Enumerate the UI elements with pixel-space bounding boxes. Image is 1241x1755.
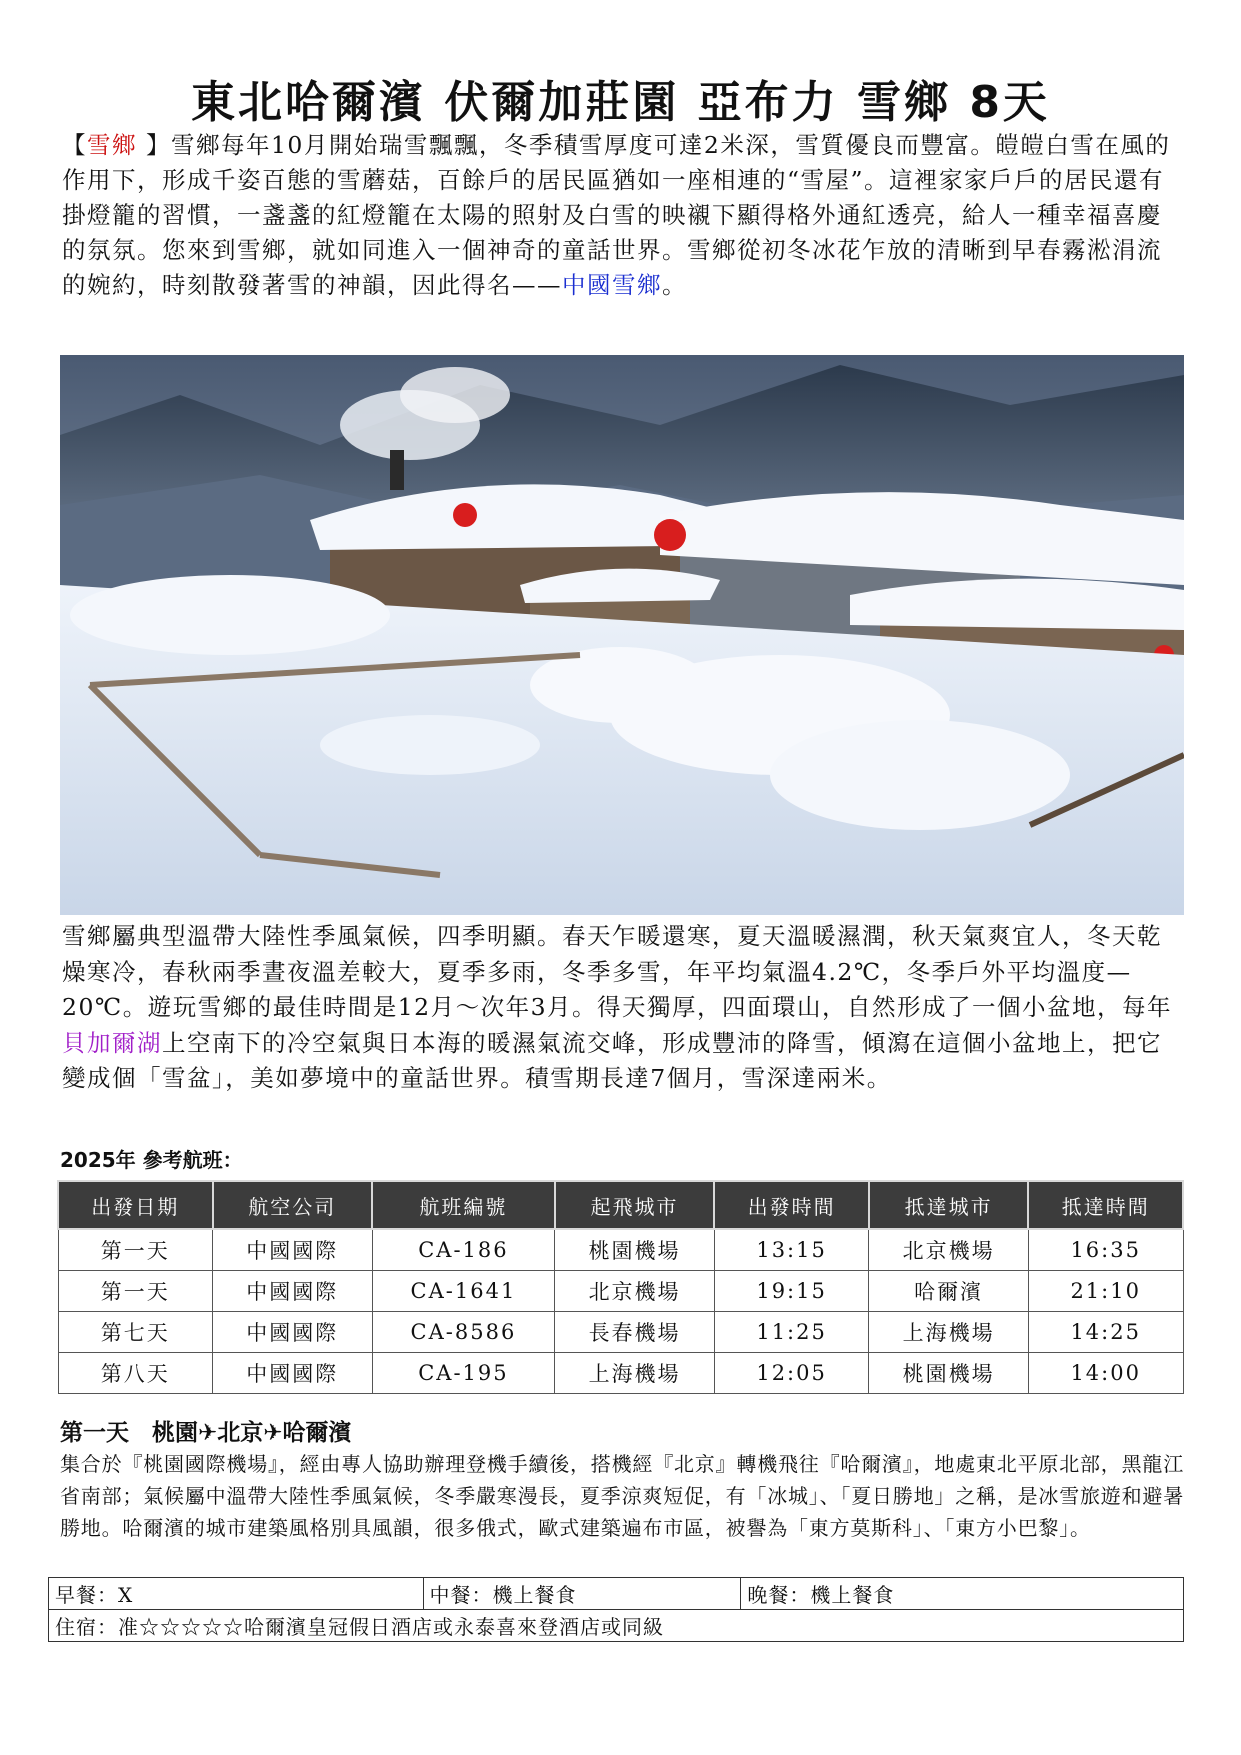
flights-table	[57, 1180, 1184, 1394]
table-cell: CA-195	[372, 1353, 555, 1394]
day1-title: 第一天 桃園✈北京✈哈爾濱	[60, 1420, 352, 1446]
intro-end: 。	[662, 271, 687, 299]
col-header: 抵達時間	[1028, 1181, 1183, 1229]
table-cell: 19:15	[714, 1271, 869, 1312]
col-header: 出發時間	[714, 1181, 869, 1229]
table-cell: 中國國際	[213, 1353, 373, 1394]
col-header: 航班編號	[372, 1181, 555, 1229]
table-cell: 21:10	[1028, 1271, 1183, 1312]
table-cell: 16:35	[1028, 1229, 1183, 1271]
day1-description: 集合於『桃園國際機場』，經由專人協助辦理登機手續後，搭機經『北京』轉機飛往『哈爾濱』，地處東北平原北部，黑龍江省南部；氣候屬中溫帶大陸性季風氣候，冬季嚴寒漫長，夏季涼爽短促，有「冰城」、「夏日勝地」之稱，是冰雪旅遊和避暑勝地。哈爾濱的城市建築風格別具風韻，很多俄式，歐式建築遍布市區，被譽為「東方莫斯科」、「東方小巴黎」。	[60, 1452, 1184, 1540]
meals-table	[48, 1577, 1184, 1642]
intro-bracket-close: 】	[137, 131, 171, 159]
table-cell: 第八天	[58, 1353, 213, 1394]
table-cell: 中國國際	[213, 1229, 373, 1271]
col-header: 出發日期	[58, 1181, 213, 1229]
table-cell: 13:15	[714, 1229, 869, 1271]
table-cell: 11:25	[714, 1312, 869, 1353]
climate-text-1: 雪鄉屬典型溫帶大陸性季風氣候，四季明顯。春天乍暖還寒，夏天溫暖濕潤，秋天氣爽宜人，冬天乾燥寒冷，春秋兩季晝夜溫差較大，夏季多雨，冬季多雪，年平均氣溫4.2℃，冬季戶外平均溫度—20℃。遊玩雪鄉的最佳時間是12月～次年3月。得天獨厚，四面環山，自然形成了一個小盆地，每年	[62, 922, 1173, 1021]
col-header: 起飛城市	[555, 1181, 715, 1229]
intro-bracket-open: 【	[62, 131, 87, 159]
table-cell: 第一天	[58, 1271, 213, 1312]
page-title: 東北哈爾濱 伏爾加莊園 亞布力 雪鄉 8天	[191, 77, 1050, 128]
table-cell: 12:05	[714, 1353, 869, 1394]
table-cell: 第七天	[58, 1312, 213, 1353]
table-cell: 14:25	[1028, 1312, 1183, 1353]
hotel-cell: 住宿：准☆☆☆☆☆哈爾濱皇冠假日酒店或永泰喜來登酒店或同級	[49, 1610, 1184, 1642]
intro-paragraph	[62, 128, 1182, 303]
lunch-cell: 中餐：機上餐食	[423, 1578, 741, 1610]
intro-text: 雪鄉每年10月開始瑞雪飄飄，冬季積雪厚度可達2米深，雪質優良而豐富。皚皚白雪在風的作用下，形成千姿百態的雪蘑菇，百餘戶的居民區猶如一座相連的“雪屋”。這裡家家戶戶的居民還有掛燈籠的習慣，一盞盞的紅燈籠在太陽的照射及白雪的映襯下顯得格外通紅透亮，給人一種幸福喜慶的氛氛。您來到雪鄉，就如同進入一個神奇的童話世界。雪鄉從初冬冰花乍放的清晰到早春霧淞涓流的婉約，時刻散發著雪的神韻，因此得名——	[62, 131, 1171, 299]
climate-highlight: 貝加爾湖	[62, 1028, 162, 1057]
flights-heading: 2025年 參考航班：	[60, 1148, 243, 1172]
flights-header-row	[58, 1181, 1183, 1229]
table-cell: 中國國際	[213, 1271, 373, 1312]
table-cell: 第一天	[58, 1229, 213, 1271]
table-row	[58, 1312, 1183, 1353]
table-cell: 北京機場	[555, 1271, 715, 1312]
table-cell: 中國國際	[213, 1312, 373, 1353]
table-cell: 桃園機場	[555, 1229, 715, 1271]
table-cell: 桃園機場	[869, 1353, 1029, 1394]
table-cell: 北京機場	[869, 1229, 1029, 1271]
breakfast-cell: 早餐：X	[49, 1578, 424, 1610]
climate-paragraph	[62, 919, 1184, 1097]
dinner-cell: 晚餐：機上餐食	[741, 1578, 1184, 1610]
intro-highlight: 中國雪鄉	[562, 271, 662, 299]
table-cell: 長春機場	[555, 1312, 715, 1353]
table-cell: CA-186	[372, 1229, 555, 1271]
table-row	[58, 1353, 1183, 1394]
table-cell: CA-8586	[372, 1312, 555, 1353]
meals-row	[49, 1578, 1184, 1610]
table-row	[58, 1229, 1183, 1271]
snow-village-photo	[60, 355, 1184, 915]
intro-tag: 雪鄉	[87, 131, 137, 159]
table-cell: 14:00	[1028, 1353, 1183, 1394]
col-header: 抵達城市	[869, 1181, 1029, 1229]
col-header: 航空公司	[213, 1181, 373, 1229]
table-row	[58, 1271, 1183, 1312]
table-cell: 哈爾濱	[869, 1271, 1029, 1312]
table-cell: 上海機場	[555, 1353, 715, 1394]
table-cell: 上海機場	[869, 1312, 1029, 1353]
climate-text-2: 上空南下的冷空氣與日本海的暖濕氣流交峰，形成豐沛的降雪，傾瀉在這個小盆地上，把它變成個「雪盆」，美如夢境中的童話世界。積雪期長達7個月，雪深達兩米。	[62, 1028, 1162, 1092]
table-cell: CA-1641	[372, 1271, 555, 1312]
hotel-row	[49, 1610, 1184, 1642]
